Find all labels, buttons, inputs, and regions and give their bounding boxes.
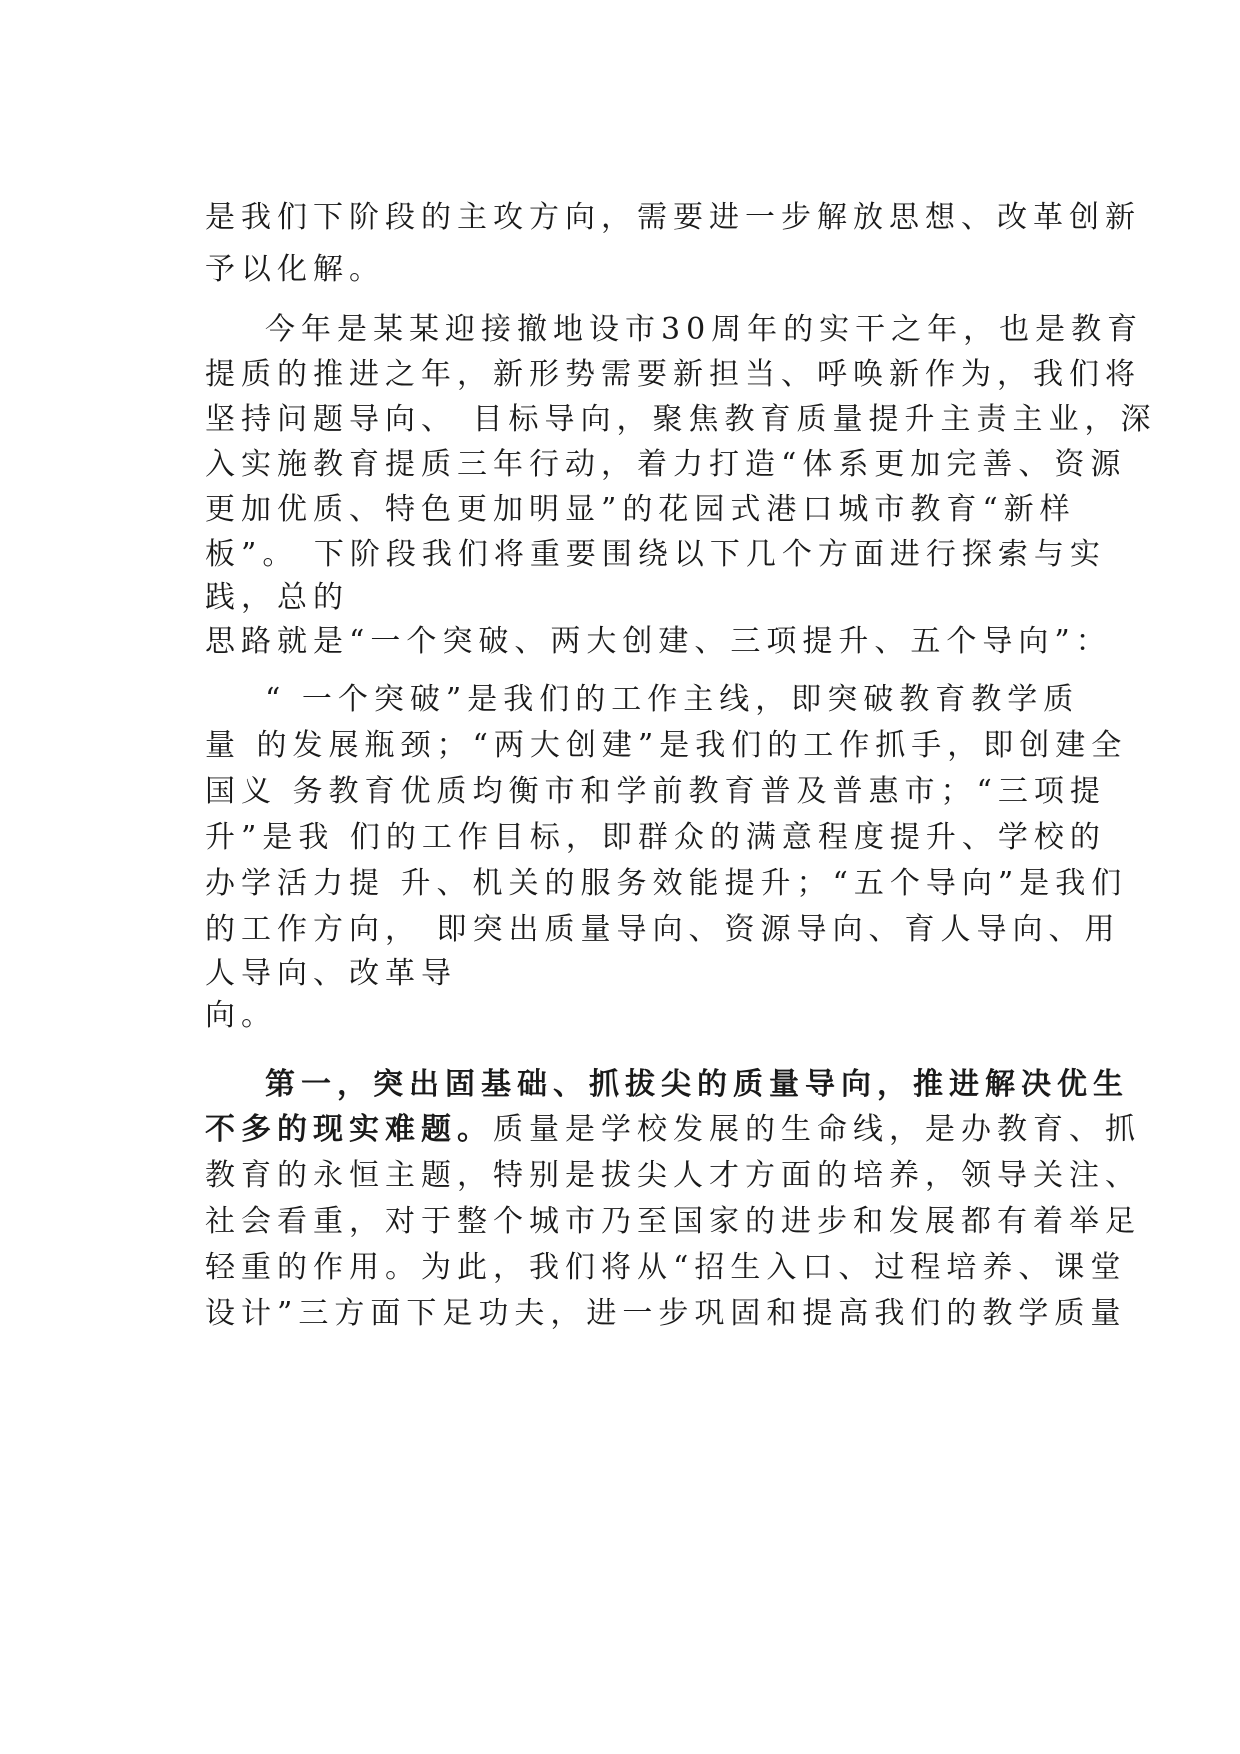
text-line: 坚持问题导向、 目标导向，聚焦教育质量提升主责主业，深 <box>205 402 1157 437</box>
text-line: 设计”三方面下足功夫，进一步巩固和提高我们的教学质量 <box>205 1296 1127 1331</box>
text-line: 轻重的作用。为此，我们将从“招生入口、过程培养、课堂 <box>205 1250 1127 1285</box>
text-line: 升”是我 们的工作目标，即群众的满意程度提升、学校的 <box>205 820 1106 855</box>
text-line: 提质的推进之年，新形势需要新担当、呼唤新作为，我们将 <box>205 357 1141 392</box>
text-line: 教育的永恒主题，特别是拔尖人才方面的培养，领导关注、 <box>205 1158 1141 1193</box>
text-line: 思路就是“一个突破、两大创建、三项提升、五个导向”： <box>205 624 1112 659</box>
text-line: “ 一个突破”是我们的工作主线，即突破教育教学质 <box>265 682 1080 717</box>
text-line: 予以化解。 <box>205 252 385 287</box>
text-line: 向。 <box>205 998 277 1033</box>
section-heading-end: 不多的现实难题。 <box>205 1112 493 1147</box>
text-line: 践，总的 <box>205 580 349 615</box>
text-line: 人导向、改革导 <box>205 956 457 991</box>
text-line: 是我们下阶段的主攻方向，需要进一步解放思想、改革创新 <box>205 200 1141 235</box>
section-heading: 第一，突出固基础、抓拔尖的质量导向，推进解决优生 <box>265 1067 1129 1102</box>
text-line: 办学活力提 升、机关的服务效能提升；“五个导向”是我们 <box>205 866 1128 901</box>
text-line <box>205 1110 1141 1150</box>
text-line: 的工作方向， 即突出质量导向、资源导向、育人导向、用 <box>205 912 1121 947</box>
text-line: 板”。 下阶段我们将重要围绕以下几个方面进行探索与实 <box>205 537 1106 572</box>
text-line: 国义 务教育优质均衡市和学前教育普及普惠市；“三项提 <box>205 774 1106 809</box>
text-span: 质量是学校发展的生命线，是办教育、抓 <box>493 1112 1141 1147</box>
text-line: 社会看重，对于整个城市乃至国家的进步和发展都有着举足 <box>205 1204 1141 1239</box>
text-line: 更加优质、特色更加明显”的花园式港口城市教育“新样 <box>205 492 1076 527</box>
text-line: 入实施教育提质三年行动，着力打造“体系更加完善、资源 <box>205 447 1127 482</box>
text-line: 量 的发展瓶颈；“两大创建”是我们的工作抓手，即创建全 <box>205 728 1128 763</box>
text-line: 今年是某某迎接撤地设市30周年的实干之年，也是教育 <box>265 312 1144 347</box>
